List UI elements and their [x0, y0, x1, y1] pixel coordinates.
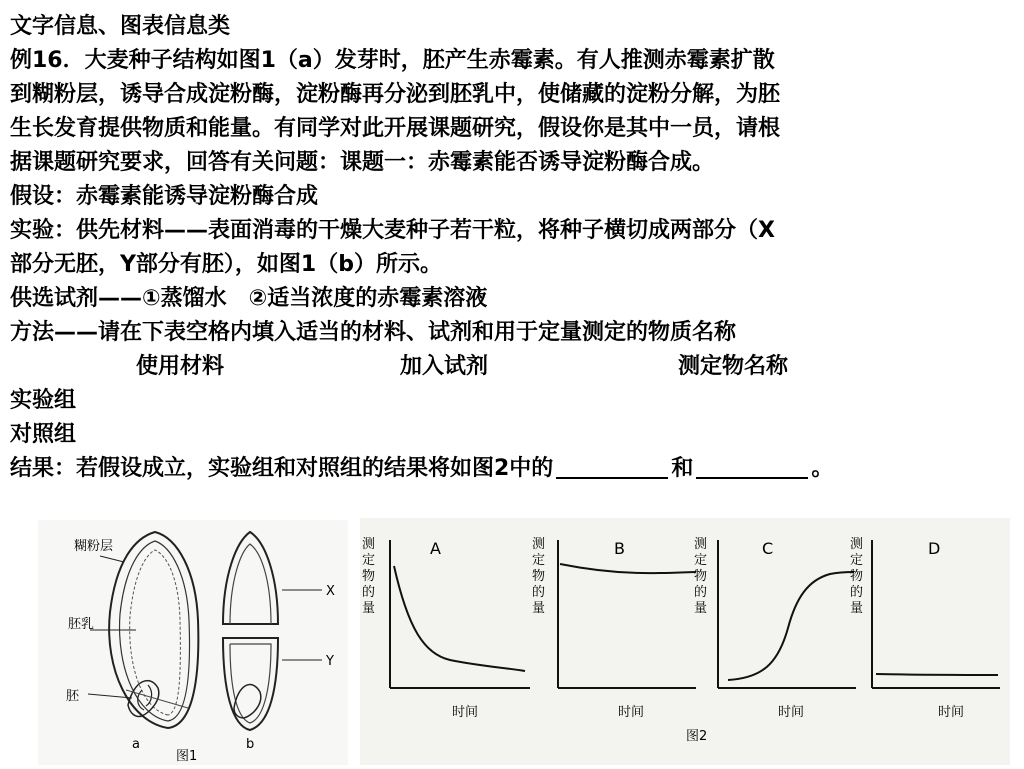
experiment-line-1: 实验：供先材料——表面消毒的干燥大麦种子若干粒，将种子横切成两部分（X [10, 218, 775, 243]
panel-c-letter: C [762, 539, 774, 558]
experiment-line-2: 部分无胚，Y部分有胚），如图1（b）所示。 [10, 252, 442, 277]
header-reagent: 加入试剂 [400, 354, 489, 379]
panel-a-xlabel: 时间 [452, 705, 479, 720]
method-line: 方法——请在下表空格内填入适当的材料、试剂和用于定量测定的物质名称 [10, 320, 737, 345]
figure-2-graphs [360, 518, 1010, 765]
panel-d-letter: D [928, 539, 941, 558]
question-text [10, 10, 1014, 486]
label-sub-a: a [132, 737, 140, 752]
curve-d [876, 674, 998, 675]
reagent-line: 供选试剂——①蒸馏水 ②适当浓度的赤霉素溶液 [10, 286, 488, 311]
seed-b [223, 532, 278, 730]
result-middle: 和 [671, 456, 694, 481]
label-x: X [326, 584, 335, 599]
answer-blank-2[interactable] [696, 455, 808, 479]
panel-b-letter: B [614, 539, 625, 558]
panel-a [362, 537, 530, 720]
hypothesis-line: 假设：赤霉素能诱导淀粉酶合成 [10, 184, 319, 209]
result-line [10, 452, 1014, 486]
question-line-3: 生长发育提供物质和能量。有同学对此开展课题研究，假设你是其中一员，请根 [10, 116, 781, 141]
panel-b-xlabel: 时间 [618, 705, 645, 720]
panel-d-xlabel: 时间 [938, 705, 965, 720]
panel-b [532, 537, 696, 720]
result-prefix: 结果：若假设成立，实验组和对照组的结果将如图2中的 [10, 456, 554, 481]
figure-1-caption: 图1 [176, 749, 198, 764]
seed-diagram [38, 520, 348, 765]
panel-a-ylabel: 测定物的量 [362, 537, 376, 616]
panel-d-ylabel: 测定物的量 [850, 537, 864, 616]
section-title: 文字信息、图表信息类 [10, 14, 231, 39]
question-line-2: 到糊粉层，诱导合成淀粉酶，淀粉酶再分泌到胚乳中，使储藏的淀粉分解，为胚 [10, 82, 781, 107]
header-material: 使用材料 [136, 354, 225, 379]
figure-1 [38, 520, 348, 765]
curve-a [394, 566, 525, 671]
curve-c [728, 572, 854, 680]
panel-b-ylabel: 测定物的量 [532, 537, 546, 616]
header-measure: 测定物名称 [678, 354, 789, 379]
label-endosperm: 胚乳 [68, 617, 95, 632]
panel-a-letter: A [430, 539, 441, 558]
panel-c [694, 537, 856, 720]
figure-2-caption: 图2 [686, 729, 708, 744]
panel-c-ylabel: 测定物的量 [694, 537, 708, 616]
question-line-1: 例16．大麦种子结构如图1（a）发芽时，胚产生赤霉素。有人推测赤霉素扩散 [10, 48, 775, 73]
row-control-group: 对照组 [10, 422, 77, 447]
answer-blank-1[interactable] [556, 455, 668, 479]
table-header [10, 350, 1014, 384]
panel-d [850, 537, 1000, 720]
label-embryo: 胚 [66, 689, 80, 704]
panel-c-xlabel: 时间 [778, 705, 805, 720]
figure-2 [360, 518, 1010, 765]
label-y: Y [326, 654, 334, 669]
label-sub-b: b [246, 737, 255, 752]
row-experiment-group: 实验组 [10, 388, 77, 413]
curve-b [560, 564, 696, 573]
result-suffix: 。 [811, 456, 834, 481]
question-line-4: 据课题研究要求，回答有关问题：课题一：赤霉素能否诱导淀粉酶合成。 [10, 150, 715, 175]
label-aleurone-1: 糊粉层 [74, 539, 114, 554]
